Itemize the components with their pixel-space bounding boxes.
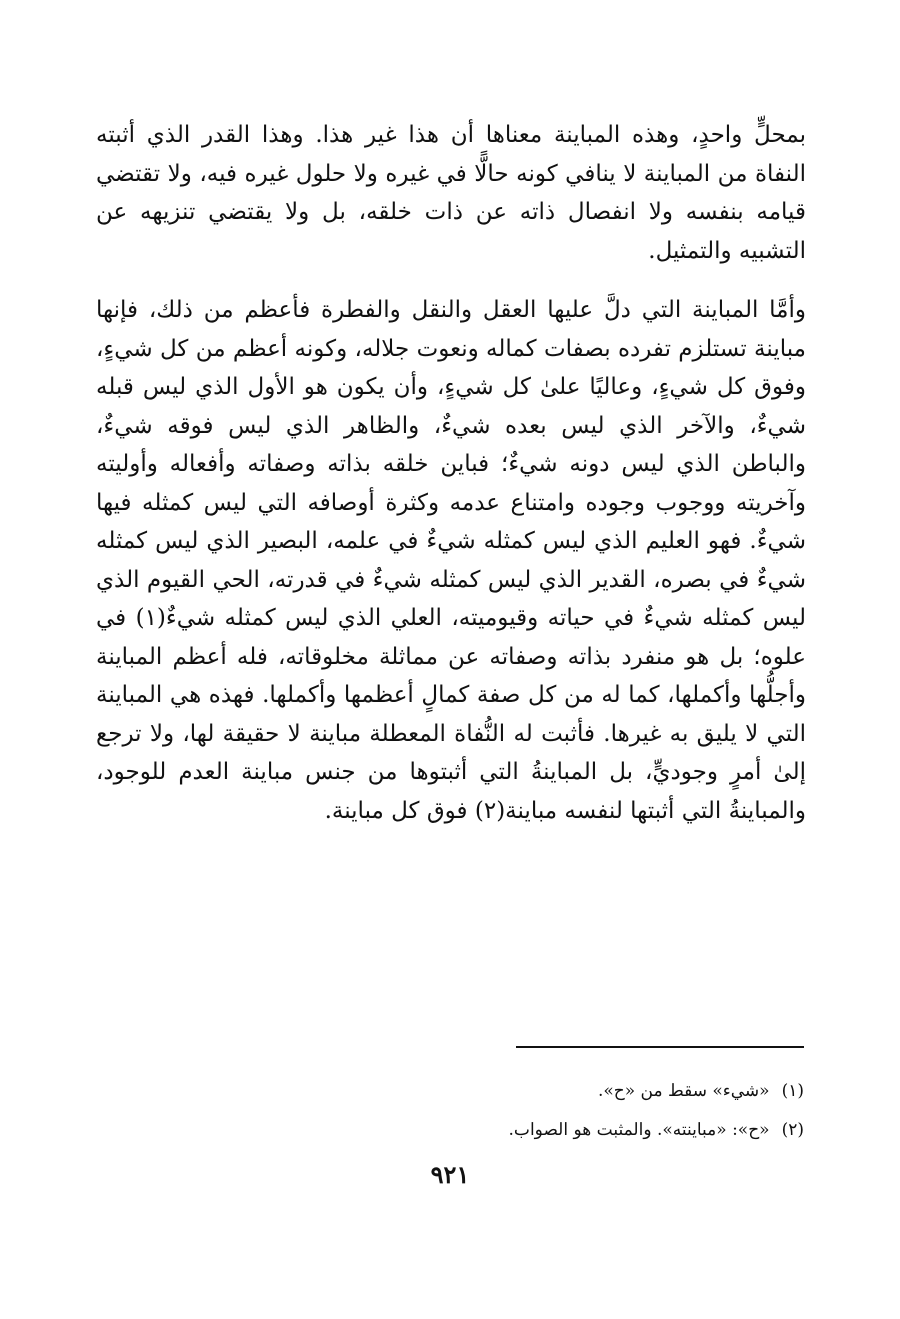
paragraph-1: بمحلٍّ واحدٍ، وهذه المباينة معناها أن هذا غير هذا. وهذا القدر الذي أثبته النفاة من المباينة لا ينافي كونه حالًّا في غيره ولا حلول غيره فيه، ولا تقتضي قيامه بنفسه ولا انفصال ذاته عن ذات خلقه، بل ولا يقتضي تنزيهه عن التشبيه والتمثيل. [96, 122, 806, 264]
footnotes [94, 1072, 804, 1150]
footnote-number: (٢) [781, 1120, 804, 1140]
paragraph-2: وأمَّا المباينة التي دلَّ عليها العقل والنقل والفطرة فأعظم من ذلك، فإنها مباينة تستلزم تفرده بصفات كماله ونعوت جلاله، وكونه أعظم من كل شيءٍ، وفوق كل شيءٍ، وعاليًا علىٰ كل شيءٍ، وأن يكون هو الأول الذي ليس قبله شيءٌ، والآخر الذي ليس بعده شيءٌ، والظاهر الذي ليس فوقه شيءٌ، والباطن الذي ليس دونه شيءٌ؛ فباين خلقه بذاته وصفاته وأفعاله وأوليته وآخريته ووجوب وجوده وامتناع عدمه وكثرة أوصافه التي ليس كمثله فيها شيءٌ. فهو العليم الذي ليس كمثله شيءٌ في علمه، البصير الذي ليس كمثله شيءٌ في بصره، القدير الذي ليس كمثله شيءٌ في قدرته، الحي القيوم الذي ليس كمثله شيءٌ في حياته وقيوميته، العلي الذي ليس كمثله شيءٌ(١) في علوه؛ بل هو منفرد بذاته وصفاته عن مماثلة مخلوقاته، فله أعظم المباينة وأجلُّها وأكملها، كما له من كل صفة كمالٍ أعظمها وأكملها. فهذه هي المباينة التي لا يليق به غيرها. فأثبت له النُّفاة المعطلة مباينة لا حقيقة لها، ولا ترجع إلىٰ أمرٍ وجوديٍّ، بل المباينةُ التي أثبتوها من جنس مباينة العدم للوجود، والمباينةُ التي أثبتها لنفسه مباينة(٢) فوق كل مباينة. [96, 297, 806, 824]
footnote-1 [94, 1072, 804, 1111]
footnote-number: (١) [781, 1081, 804, 1101]
footnote-divider [516, 1046, 804, 1048]
footnote-2 [94, 1111, 804, 1150]
page-number: ٩٢١ [430, 1160, 470, 1189]
footnote-text: «ح»: «مباينته». والمثبت هو الصواب. [508, 1120, 770, 1140]
footnote-text: «شيء» سقط من «ح». [597, 1081, 770, 1101]
main-text [96, 116, 806, 830]
